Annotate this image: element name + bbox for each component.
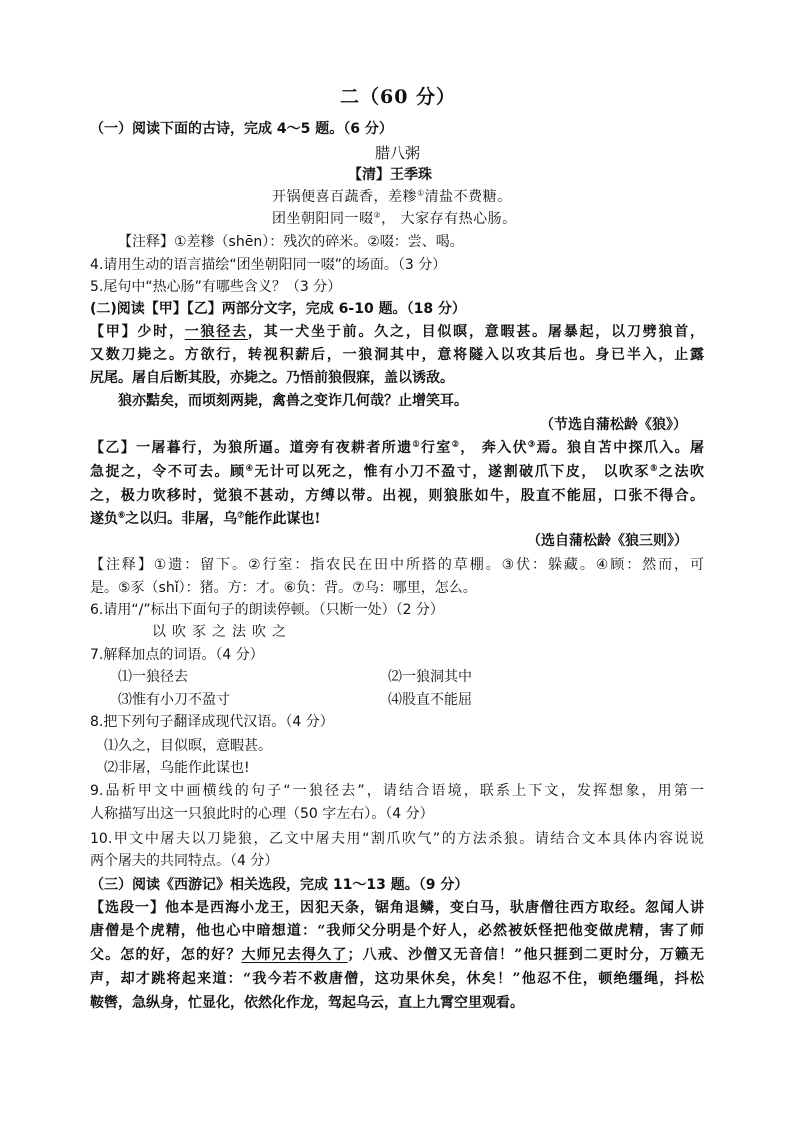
yi-line-2-a: 急捉之，令不可去。顾: [90, 464, 246, 480]
yi-line-1-c: ， 奔入伏: [460, 440, 528, 456]
poem-line-1: [272, 188, 512, 206]
yi-line-4-c: 能作此谋也!: [244, 511, 321, 527]
poem-line-1-b: 清盐不费糖。: [424, 189, 512, 205]
footnote-mark: ②: [451, 438, 461, 449]
excerpt-line-1: 【选段一】他本是西海小龙王，因犯天条，锯角退鳞，变白马，驮唐僧往西方取经。忽闻人讲: [90, 900, 704, 916]
q8-item-2: ⑵非屠，乌能作此谋也!: [104, 760, 250, 776]
excerpt-line-3-b: ；八戒、沙僧又无音信！”他只捱到二更时分，万籁无: [347, 947, 704, 963]
excerpt-line-4: 声，却才跳将起来道：“我今若不救唐僧，这功果休矣，休矣！”他忍不住，顿绝缰绳，抖松: [90, 971, 704, 987]
yi-line-4-a: 遂负: [90, 511, 118, 527]
q8-item-1: ⑴久之，目似暝，意暇甚。: [104, 738, 272, 754]
yi-source: （选自蒲松龄《狼三则》）: [527, 533, 688, 549]
question-9-line-1: 9.品析甲文中画横线的句子“一狼径去”，请结合语境，联系上下文，发挥想象，用第一: [90, 783, 704, 799]
jia-underlined-sentence: 一狼径去: [184, 324, 248, 340]
question-10-line-1: 10.甲文中屠夫以刀毙狼，乙文中屠夫用“割爪吹气”的方法杀狼。请结合文本具体内容说说: [90, 831, 704, 847]
yi-line-2-c: 之法吹: [658, 464, 705, 480]
footnote-mark: ④: [245, 462, 255, 473]
excerpt-line-3-a: 父。怎的好，怎的好？: [90, 947, 242, 963]
yi-line-1-d: 焉。狼自苫中探爪入。屠: [536, 440, 705, 456]
yi-note-line-2: 是。⑤豕（shǐ）：猪。方：才。⑥负：背。⑦乌：哪里，怎么。: [90, 580, 477, 596]
poem-author: 【清】王季珠: [348, 167, 432, 183]
question-5: 5.尾句中“热心肠”有哪些含义？（3 分）: [90, 279, 342, 295]
footnote-mark: ⑤: [650, 462, 659, 473]
excerpt-line-5: 鞍辔，急纵身，忙显化，依然化作龙，驾起乌云，直上九霄空里观看。: [90, 995, 524, 1011]
q7-item-3: ⑶惟有小刀不盈寸: [118, 692, 230, 708]
yi-line-3: 之，极力吹移时，觉狼不甚动，方缚以带。出视，则狼胀如牛，股直不能屈，口张不得合。: [90, 488, 704, 504]
q6-sentence: 以吹豕之法吹之: [152, 624, 292, 640]
yi-line-4-b: 之以归。非屠，乌: [125, 511, 238, 527]
section-title: 二（60 分）: [340, 86, 457, 108]
footnote-mark: ③: [527, 438, 537, 449]
poem-line-2: [272, 210, 517, 228]
question-7: 7.解释加点的词语。（4 分）: [90, 647, 264, 663]
question-8: 8.把下列句子翻译成现代汉语。（4 分）: [90, 714, 334, 730]
jia-line-4: 狼亦黠矣，而顷刻两毙，禽兽之变诈几何哉？止增笑耳。: [118, 393, 468, 409]
excerpt-line-3: [90, 946, 704, 964]
jia-line-1: [90, 323, 704, 341]
footnote-mark: ①: [412, 438, 422, 449]
question-6: 6.请用“/”标出下面句子的朗读停顿。（只断一处）（2 分）: [90, 602, 444, 618]
yi-line-1-a: 【乙】一屠暮行，为狼所逼。道旁有夜耕者所遗: [90, 440, 413, 456]
part2-heading: (二)阅读【甲】【乙】两部分文字，完成 6-10 题。（18 分）: [90, 301, 466, 317]
q7-item-2: ⑵一狼洞其中: [388, 669, 472, 685]
question-9-line-2: 人称描写出这一只狼此时的心理（50 字左右）。（4 分）: [90, 806, 434, 822]
part1-heading: （一）阅读下面的古诗，完成 4～5 题。（6 分）: [90, 121, 393, 137]
poem-title: 腊八粥: [375, 144, 421, 162]
q7-item-1: ⑴一狼径去: [118, 669, 188, 685]
jia-line-1-b: ，其一犬坐于前。久之，目似暝，意暇甚。屠暴起，以刀劈狼首，: [247, 324, 705, 340]
footnote-mark: ⑦: [237, 509, 245, 520]
jia-source: （节选自蒲松龄《狼》）: [540, 417, 687, 433]
poem-line-1-a: 开锅便喜百蔬香，差糁: [272, 189, 417, 205]
yi-line-4: [90, 510, 321, 528]
yi-line-1-b: 行室: [421, 440, 452, 456]
poem-line-2-a: 团坐朝阳同一啜: [272, 211, 374, 227]
question-4: 4.请用生动的语言描绘“团坐朝阳同一啜”的场面。（3 分）: [90, 257, 447, 273]
yi-line-2: [90, 463, 704, 481]
yi-line-1: [90, 439, 704, 457]
jia-line-3: 尻尾。屠自后断其股，亦毙之。乃悟前狼假寐，盖以诱敌。: [90, 370, 454, 386]
excerpt-line-2: 唐僧是个虎精，他也心中暗想道：“我师父分明是个好人，必然被妖怪把他变做虎精，害了师: [90, 923, 704, 939]
jia-line-1-a: 【甲】少时，: [90, 324, 185, 340]
yi-line-2-b: 无计可以死之，惟有小刀不盈寸，遂割破爪下皮， 以吹豕: [254, 464, 651, 480]
yi-note-line-1: 【注释】①遗：留下。②行室：指农民在田中所搭的草棚。③伏：躲藏。④顾：然而，可: [90, 557, 704, 573]
question-10-line-2: 两个屠夫的共同特点。（4 分）: [90, 853, 279, 869]
excerpt-underlined-phrase: 大师兄去得久了: [241, 947, 348, 963]
part3-heading: （三）阅读《西游记》相关选段，完成 11～13 题。（9 分）: [90, 877, 469, 893]
footnote-mark: ②: [373, 210, 382, 220]
footnote-mark: ①: [417, 188, 425, 198]
poem-line-2-b: ， 大家存有热心肠。: [381, 211, 517, 227]
q7-item-4: ⑷股直不能屈: [388, 692, 472, 708]
footnote-mark: ⑥: [118, 509, 126, 520]
jia-line-2: 又数刀毙之。方欲行，转视积薪后，一狼洞其中，意将隧入以攻其后也。身已半入，止露: [90, 347, 704, 363]
poem-note: 【注释】①差糁（shēn）：残次的碎米。②啜：尝、喝。: [118, 234, 464, 250]
